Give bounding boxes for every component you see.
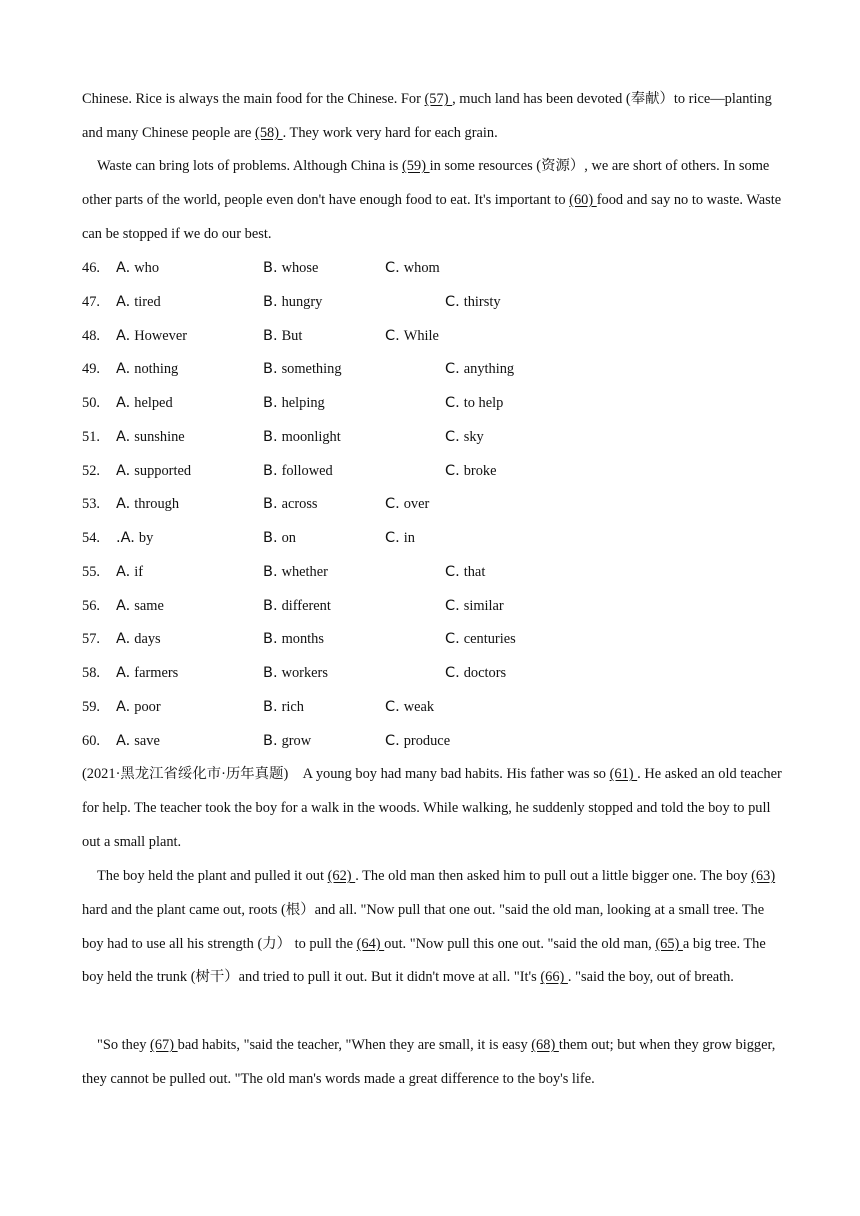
option-text: different <box>281 597 331 614</box>
option-c[interactable] <box>385 691 434 725</box>
question-row <box>82 691 782 725</box>
option-letter: A. <box>116 496 131 513</box>
option-letter: .A. <box>116 530 135 546</box>
option-text: whom <box>403 260 440 276</box>
option-b[interactable] <box>263 252 318 286</box>
question-number <box>82 421 100 455</box>
option-text: grow <box>281 732 312 749</box>
passage2-paragraph3 <box>82 1029 782 1097</box>
option-letter: C. <box>445 631 460 648</box>
option-text: thirsty <box>463 293 501 310</box>
option-text: same <box>134 597 164 614</box>
option-letter: B. <box>263 496 278 513</box>
text: "So they <box>97 1037 151 1053</box>
option-letter: C. <box>445 665 460 681</box>
option-letter: B. <box>263 631 278 648</box>
option-text: sky <box>463 428 484 445</box>
option-text: weak <box>403 698 435 715</box>
option-b[interactable] <box>263 387 325 421</box>
option-c[interactable] <box>385 252 440 286</box>
option-c[interactable] <box>385 320 439 354</box>
option-text: While <box>403 327 439 344</box>
option-letter: B. <box>263 260 278 276</box>
text: . The old man then asked him to pull out a little bigger one. The boy <box>355 868 752 884</box>
option-c[interactable] <box>445 623 516 657</box>
number-label: 57. <box>82 631 100 648</box>
question-number <box>82 725 100 759</box>
option-c[interactable] <box>445 556 485 590</box>
option-letter: A. <box>116 395 131 411</box>
option-c[interactable] <box>445 590 504 624</box>
option-letter: C. <box>445 563 460 580</box>
option-b[interactable] <box>263 353 342 387</box>
option-text: helping <box>281 395 325 411</box>
question-number <box>82 353 100 387</box>
text: hard and the plant came out, roots (根）and all. "Now pull that one out. "said the old man, looking at a small tree. The boy had to use all his strength (力） to pull the <box>82 901 765 952</box>
number-label: 54. <box>82 530 100 546</box>
option-b[interactable] <box>263 657 328 691</box>
option-letter: C. <box>445 462 460 479</box>
option-letter: B. <box>263 530 278 546</box>
option-b[interactable] <box>263 488 318 522</box>
option-letter: A. <box>116 293 131 310</box>
option-text: supported <box>134 462 192 479</box>
option-text: tired <box>134 293 161 310</box>
question-row <box>82 252 782 286</box>
number-label: 52. <box>82 462 100 479</box>
question-row <box>82 353 782 387</box>
option-text: moonlight <box>281 428 341 445</box>
option-a[interactable] <box>116 522 153 556</box>
option-a[interactable] <box>116 623 161 657</box>
option-text: that <box>463 563 486 580</box>
option-letter: A. <box>116 428 131 445</box>
option-letter: B. <box>263 428 278 445</box>
option-letter: B. <box>263 361 278 378</box>
question-row <box>82 556 782 590</box>
option-letter: A. <box>116 631 131 648</box>
option-text: in <box>403 530 415 546</box>
option-letter: C. <box>445 395 460 411</box>
number-label: 59. <box>82 698 100 715</box>
question-number <box>82 556 100 590</box>
option-letter: C. <box>445 293 460 310</box>
number-label: 47. <box>82 293 100 310</box>
question-row <box>82 387 782 421</box>
number-label: 55. <box>82 563 100 580</box>
text: food and say no to waste. Waste can be stopped if we do our best. <box>82 191 782 242</box>
source-label: (2021·黑龙江省绥化市·历年真题) <box>82 766 289 782</box>
option-letter: C. <box>385 530 400 546</box>
question-number <box>82 590 100 624</box>
option-text: nothing <box>134 361 179 378</box>
option-text: similar <box>463 597 504 614</box>
option-letter: B. <box>263 597 278 614</box>
option-b[interactable] <box>263 590 331 624</box>
text: , much land has been devoted (奉献）to rice—planting and many Chinese people are <box>82 91 772 141</box>
option-a[interactable] <box>116 252 159 286</box>
option-letter: C. <box>445 428 460 445</box>
option-text: broke <box>463 462 497 479</box>
option-text: doctors <box>463 665 507 681</box>
number-label: 50. <box>82 395 100 411</box>
option-text: However <box>134 327 188 344</box>
option-a[interactable] <box>116 725 160 759</box>
option-letter: A. <box>116 732 131 749</box>
option-letter: B. <box>263 395 278 411</box>
option-c[interactable] <box>445 421 484 455</box>
option-a[interactable] <box>116 657 178 691</box>
question-number <box>82 455 100 489</box>
blank-65[interactable]: (65) <box>655 935 683 952</box>
option-letter: A. <box>116 327 131 344</box>
option-letter: A. <box>116 260 131 276</box>
option-text: sunshine <box>134 428 185 445</box>
passage2-paragraph1 <box>82 758 782 859</box>
option-a[interactable] <box>116 353 178 387</box>
option-text: through <box>134 496 180 513</box>
question-row <box>82 421 782 455</box>
text: . He asked an old teacher for help. The teacher took the boy for a walk in the woods. While walking, he suddenly stopped and told the boy to pull out a small plant. <box>82 766 782 850</box>
number-label: 46. <box>82 260 100 276</box>
option-a[interactable] <box>116 421 185 455</box>
text: The boy held the plant and pulled it out <box>97 868 328 884</box>
text: in some resources (资源）, we are short of others. In some other parts of the world, people even don't have enough food to eat. It's important to <box>82 158 770 208</box>
number-label: 51. <box>82 428 100 445</box>
option-letter: B. <box>263 462 278 479</box>
option-letter: C. <box>445 361 460 378</box>
question-number <box>82 522 100 556</box>
option-text: whose <box>281 260 319 276</box>
option-text: whether <box>281 563 328 580</box>
option-letter: A. <box>116 597 131 614</box>
number-label: 48. <box>82 327 100 344</box>
option-a[interactable] <box>116 556 143 590</box>
option-a[interactable] <box>116 320 187 354</box>
question-number <box>82 691 100 725</box>
question-number <box>82 286 100 320</box>
option-b[interactable] <box>263 691 304 725</box>
option-c[interactable] <box>445 387 503 421</box>
number-label: 58. <box>82 665 100 681</box>
question-number <box>82 252 100 286</box>
option-c[interactable] <box>445 657 506 691</box>
option-c[interactable] <box>445 455 497 489</box>
blank-67[interactable]: (67) <box>150 1037 178 1053</box>
option-a[interactable] <box>116 455 191 489</box>
blank-60[interactable]: (60) <box>569 191 597 208</box>
option-a[interactable] <box>116 286 161 320</box>
option-text: helped <box>134 395 173 411</box>
passage1-paragraph2 <box>82 150 782 251</box>
option-text: anything <box>463 361 515 378</box>
blank-61[interactable]: (61) <box>609 766 638 782</box>
option-letter: C. <box>385 698 400 715</box>
option-c[interactable] <box>385 522 415 556</box>
option-text: over <box>403 496 430 513</box>
blank-68[interactable]: (68) <box>531 1037 559 1053</box>
question-row <box>82 522 782 556</box>
option-letter: C. <box>385 496 400 513</box>
text: a big tree. The boy held the trunk (树干）and tried to pull it out. But it didn't move at all. "It's <box>82 935 766 986</box>
option-text: rich <box>281 698 304 715</box>
option-b[interactable] <box>263 286 322 320</box>
question-number <box>82 387 100 421</box>
option-b[interactable] <box>263 725 311 759</box>
option-letter: C. <box>385 260 400 276</box>
option-letter: B. <box>263 732 278 749</box>
passage1-paragraph1 <box>82 83 782 151</box>
text: . They work very hard for each grain. <box>282 124 498 141</box>
question-row <box>82 320 782 354</box>
option-a[interactable] <box>116 590 164 624</box>
option-c[interactable] <box>445 286 501 320</box>
option-text: hungry <box>281 293 323 310</box>
option-letter: C. <box>385 732 400 749</box>
option-b[interactable] <box>263 623 324 657</box>
option-text: But <box>281 327 303 344</box>
question-number <box>82 623 100 657</box>
question-number <box>82 320 100 354</box>
option-a[interactable] <box>116 488 179 522</box>
blank-66[interactable]: (66) <box>540 969 568 986</box>
option-b[interactable] <box>263 320 302 354</box>
question-row <box>82 455 782 489</box>
question-row <box>82 286 782 320</box>
option-letter: B. <box>263 293 278 310</box>
option-letter: C. <box>445 597 460 614</box>
option-text: days <box>134 631 161 648</box>
number-label: 49. <box>82 361 100 378</box>
question-row <box>82 488 782 522</box>
option-text: save <box>134 732 160 749</box>
option-b[interactable] <box>263 522 296 556</box>
question-number <box>82 488 100 522</box>
question-options-list <box>82 252 782 758</box>
option-a[interactable] <box>116 387 173 421</box>
option-text: if <box>134 563 144 580</box>
option-letter: C. <box>385 327 400 344</box>
blank-58[interactable]: (58) <box>255 124 283 141</box>
option-text: poor <box>134 698 161 715</box>
question-row <box>82 590 782 624</box>
option-text: by <box>138 530 154 546</box>
question-row <box>82 623 782 657</box>
option-b[interactable] <box>263 421 341 455</box>
option-text: months <box>281 631 324 648</box>
option-text: workers <box>281 665 328 681</box>
option-text: something <box>281 361 342 378</box>
option-text: farmers <box>134 665 179 681</box>
blank-57[interactable]: (57) <box>424 91 453 107</box>
text: out. "Now pull this one out. "said the old man, <box>384 935 656 952</box>
option-b[interactable] <box>263 556 328 590</box>
option-c[interactable] <box>385 725 450 759</box>
option-text: who <box>134 260 160 276</box>
option-text: across <box>281 496 318 513</box>
number-label: 56. <box>82 597 100 614</box>
blank-62[interactable]: (62) <box>327 868 356 884</box>
text: . "said the boy, out of breath. <box>567 969 734 986</box>
option-c[interactable] <box>445 353 514 387</box>
number-label: 60. <box>82 732 100 749</box>
option-text: to help <box>463 395 504 411</box>
option-text: followed <box>281 462 333 479</box>
passage2-paragraph2 <box>82 860 782 995</box>
option-letter: A. <box>116 665 131 681</box>
option-letter: A. <box>116 361 131 378</box>
question-row <box>82 725 782 759</box>
option-b[interactable] <box>263 455 333 489</box>
question-number <box>82 657 100 691</box>
text: Waste can bring lots of problems. Although China is <box>97 158 403 174</box>
option-c[interactable] <box>385 488 429 522</box>
option-text: on <box>281 530 296 546</box>
option-letter: B. <box>263 563 278 580</box>
question-row <box>82 657 782 691</box>
option-text: produce <box>403 732 451 749</box>
blank-59[interactable]: (59) <box>402 158 430 174</box>
option-letter: A. <box>116 563 131 580</box>
text: them out; but when they grow bigger, they cannot be pulled out. "The old man's words made a great difference to the boy's life. <box>82 1037 776 1087</box>
blank-63[interactable]: (63) <box>751 868 776 884</box>
option-letter: B. <box>263 327 278 344</box>
option-letter: B. <box>263 698 278 715</box>
option-letter: B. <box>263 665 278 681</box>
option-a[interactable] <box>116 691 161 725</box>
blank-64[interactable]: (64) <box>356 935 385 952</box>
text: bad habits, "said the teacher, "When they are small, it is easy <box>177 1037 532 1053</box>
number-label: 53. <box>82 496 100 513</box>
option-text: centuries <box>463 631 516 648</box>
option-letter: A. <box>116 462 131 479</box>
text: Chinese. Rice is always the main food for the Chinese. For <box>82 91 425 107</box>
text: A young boy had many bad habits. His father was so <box>302 766 610 782</box>
option-letter: A. <box>116 698 131 715</box>
